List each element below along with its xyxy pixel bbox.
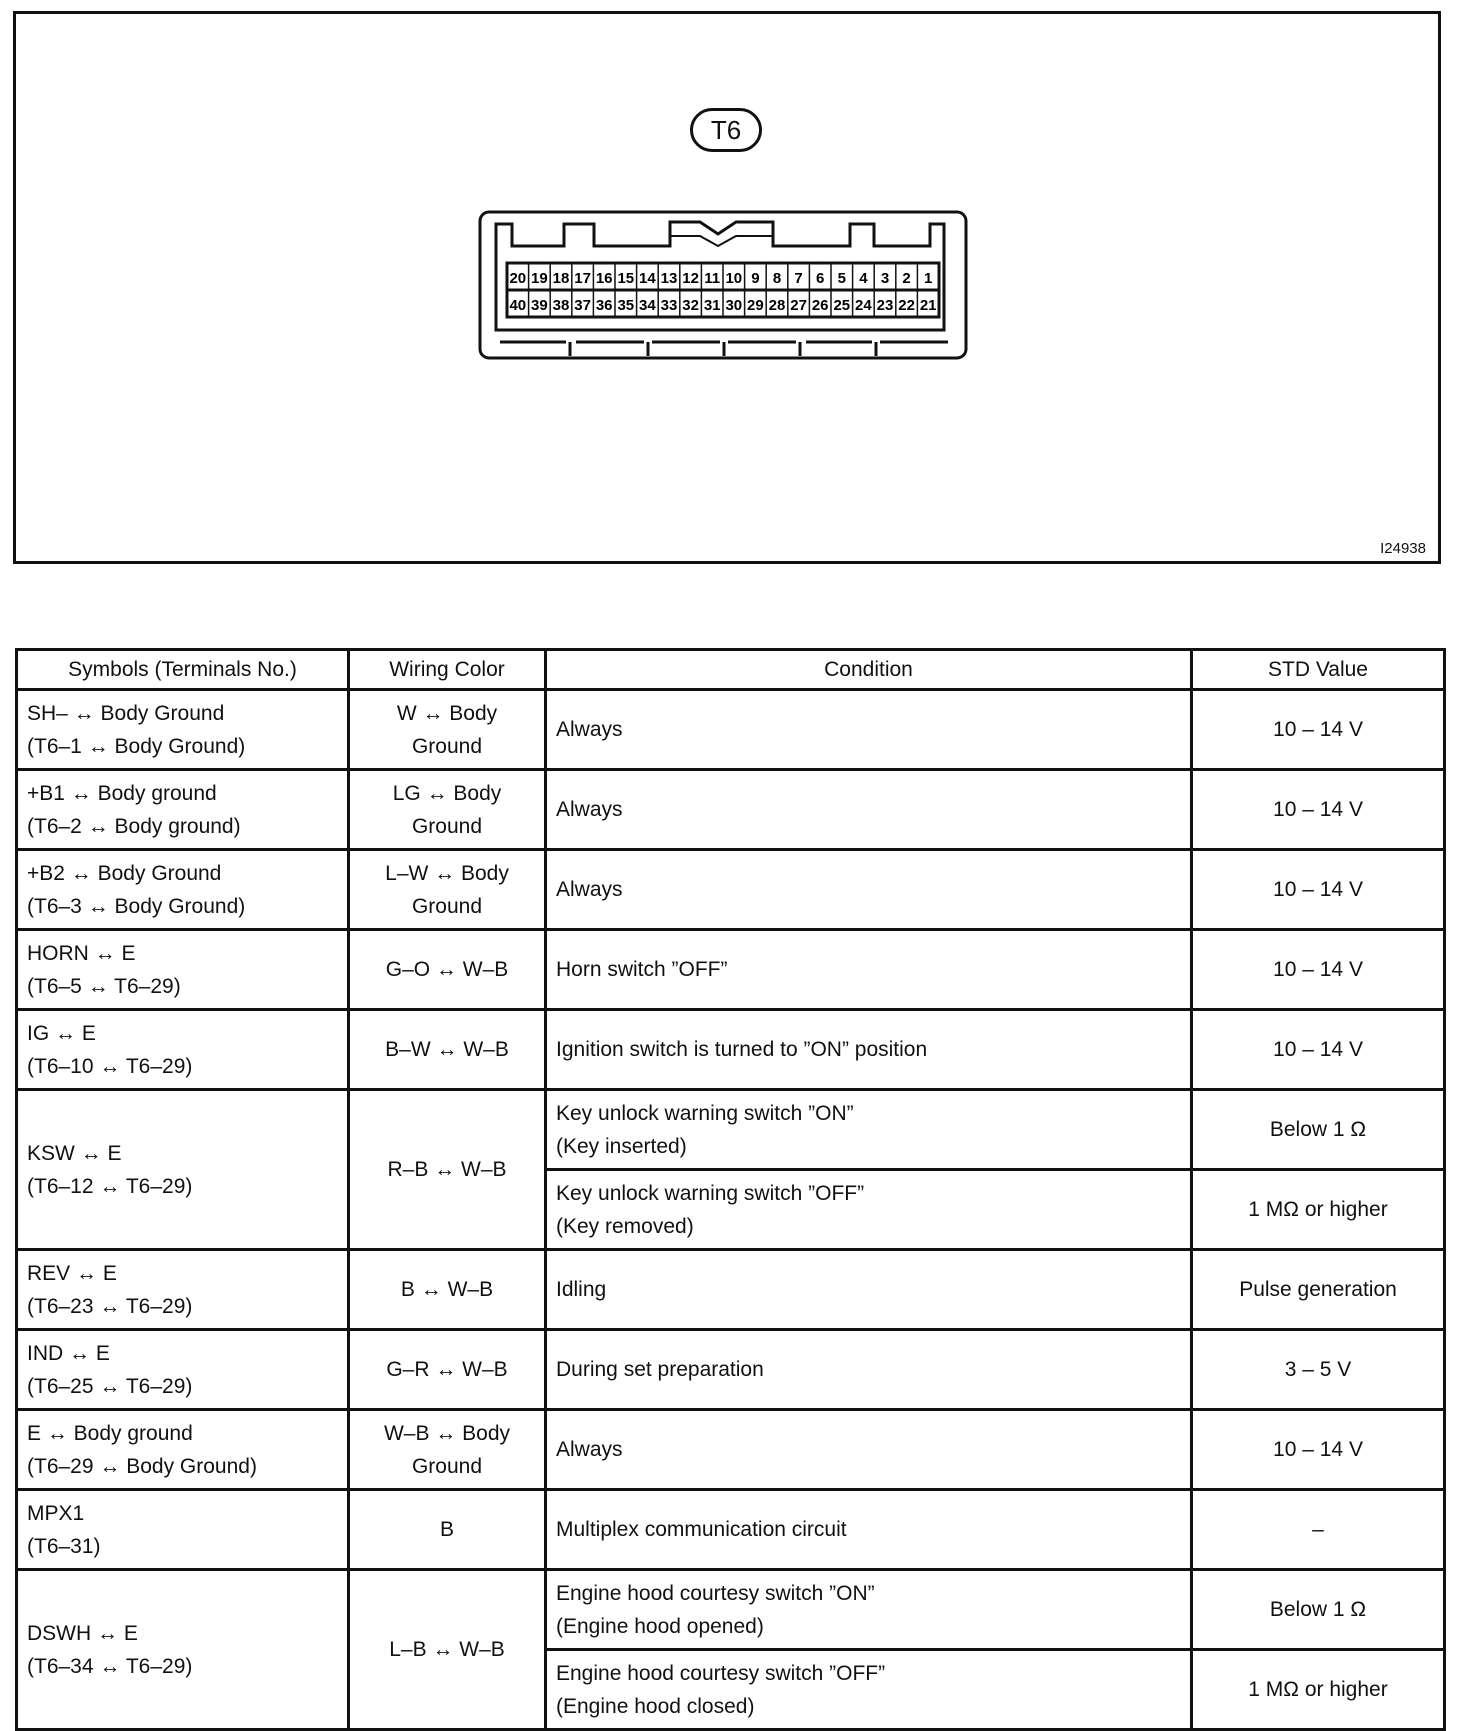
pin-number: 27: [790, 297, 807, 314]
cell-line: KSW ↔ E: [27, 1141, 122, 1165]
table-row: [17, 770, 1445, 850]
header-symbols: Symbols (Terminals No.): [17, 650, 349, 690]
table-row: [17, 1330, 1445, 1410]
symbol-cell: [17, 1010, 349, 1090]
pin-number: 22: [898, 297, 915, 314]
table-row: [17, 1490, 1445, 1570]
std-value-cell: –: [1192, 1490, 1445, 1570]
cell-line: (T6–2 ↔ Body ground): [27, 814, 241, 838]
cell-line: W–B ↔ Body: [383, 1421, 511, 1445]
symbol-cell: [17, 1090, 349, 1250]
table-row: [17, 690, 1445, 770]
cell-line: Ground: [411, 734, 483, 758]
cell-line: B: [439, 1518, 454, 1541]
condition-cell: [546, 770, 1192, 850]
cell-line: B–W ↔ W–B: [385, 1038, 509, 1061]
condition-cell: [546, 1490, 1192, 1570]
symbol-cell: [17, 1410, 349, 1490]
condition-cell: [546, 1650, 1192, 1730]
pin-number: 17: [574, 270, 591, 287]
cell-line: +B2 ↔ Body Ground: [27, 861, 222, 885]
wiring-color-cell: [349, 930, 546, 1010]
table-row: [17, 1570, 1445, 1650]
connector-drawing: [478, 208, 978, 368]
table-body: [17, 690, 1445, 1730]
cell-line: (T6–25 ↔ T6–29): [27, 1374, 193, 1398]
table-row: [17, 930, 1445, 1010]
table-row: [17, 1410, 1445, 1490]
wiring-color-cell: [349, 690, 546, 770]
pin-number: 23: [876, 297, 894, 314]
condition-cell: [546, 1410, 1192, 1490]
std-value-cell: 1 MΩ or higher: [1192, 1650, 1445, 1730]
cell-line: Key unlock warning switch ”ON”: [556, 1101, 854, 1125]
std-value-cell: 10 – 14 V: [1192, 770, 1445, 850]
header-std-value: STD Value: [1192, 650, 1445, 690]
symbol-cell: [17, 850, 349, 930]
pin-number: 5: [837, 270, 846, 287]
wiring-color-cell: [349, 1330, 546, 1410]
cell-line: Always: [556, 718, 623, 741]
cell-line: LG ↔ Body: [392, 781, 502, 805]
pin-number: 28: [768, 297, 786, 314]
pin-number: 39: [531, 297, 548, 314]
cell-line: (Engine hood opened): [556, 1614, 764, 1638]
pin-number: 24: [855, 297, 872, 314]
cell-line: (T6–12 ↔ T6–29): [27, 1174, 193, 1198]
cell-line: Always: [556, 1438, 623, 1461]
cell-line: (T6–3 ↔ Body Ground): [27, 894, 246, 918]
pin-number: 9: [751, 270, 760, 287]
std-value-cell: Below 1 Ω: [1192, 1570, 1445, 1650]
std-value-cell: 10 – 14 V: [1192, 690, 1445, 770]
wiring-color-cell: [349, 1250, 546, 1330]
pin-number: 30: [725, 297, 743, 314]
condition-cell: [546, 1170, 1192, 1250]
wiring-color-cell: [349, 1410, 546, 1490]
table-row: [17, 1250, 1445, 1330]
cell-line: IG ↔ E: [27, 1021, 96, 1045]
condition-cell: [546, 1010, 1192, 1090]
symbol-cell: [17, 1250, 349, 1330]
pin-number: 8: [772, 270, 782, 287]
cell-line: Always: [556, 878, 623, 901]
cell-line: Ground: [411, 1454, 483, 1478]
pin-number: 40: [509, 297, 527, 314]
pin-number: 26: [811, 297, 829, 314]
std-value-cell: Below 1 Ω: [1192, 1090, 1445, 1170]
condition-cell: [546, 1330, 1192, 1410]
condition-cell: [546, 1570, 1192, 1650]
cell-line: L–B ↔ W–B: [389, 1638, 505, 1661]
pin-number: 3: [880, 270, 890, 287]
cell-line: +B1 ↔ Body ground: [27, 781, 217, 805]
pin-number: 2: [902, 270, 911, 287]
cell-line: W ↔ Body: [396, 701, 498, 725]
cell-line: (Key removed): [556, 1214, 694, 1238]
cell-line: Engine hood courtesy switch ”ON”: [556, 1581, 875, 1605]
cell-line: (T6–1 ↔ Body Ground): [27, 734, 246, 758]
cell-line: Key unlock warning switch ”OFF”: [556, 1181, 865, 1205]
cell-line: G–R ↔ W–B: [386, 1358, 508, 1381]
pin-number: 20: [509, 270, 527, 287]
symbol-cell: [17, 770, 349, 850]
terminal-spec-table: [15, 648, 1446, 1731]
wiring-color-cell: [349, 1010, 546, 1090]
wiring-color-cell: [349, 850, 546, 930]
pin-number: 18: [552, 270, 570, 287]
cell-line: IND ↔ E: [27, 1341, 110, 1365]
std-value-cell: 10 – 14 V: [1192, 930, 1445, 1010]
pin-number: 11: [704, 270, 721, 287]
pin-number: 16: [595, 270, 613, 287]
pin-number: 32: [682, 297, 699, 314]
pin-number: 31: [703, 297, 721, 314]
cell-line: MPX1: [27, 1501, 85, 1525]
symbol-cell: [17, 1570, 349, 1730]
pin-number: 35: [617, 297, 635, 314]
pin-number: 6: [816, 270, 825, 287]
cell-line: (T6–10 ↔ T6–29): [27, 1054, 193, 1078]
condition-cell: [546, 930, 1192, 1010]
header-wiring-color: Wiring Color: [349, 650, 546, 690]
figure-id: I24938: [1380, 540, 1426, 557]
condition-cell: [546, 690, 1192, 770]
symbol-cell: [17, 1330, 349, 1410]
symbol-cell: [17, 930, 349, 1010]
cell-line: (Engine hood closed): [556, 1694, 755, 1718]
cell-line: (T6–31): [27, 1534, 101, 1558]
cell-line: Horn switch ”OFF”: [556, 958, 728, 981]
wiring-color-cell: [349, 1570, 546, 1730]
pin-number: 25: [833, 297, 851, 314]
std-value-cell: 10 – 14 V: [1192, 850, 1445, 930]
table-row: [17, 1010, 1445, 1090]
pin-number: 33: [660, 297, 678, 314]
table-header-row: [17, 650, 1445, 690]
cell-line: (T6–5 ↔ T6–29): [27, 974, 181, 998]
pin-number: 21: [919, 297, 937, 314]
symbol-cell: [17, 1490, 349, 1570]
pin-number: 38: [552, 297, 570, 314]
pin-number: 4: [859, 270, 868, 287]
pin-number: 36: [595, 297, 613, 314]
pin-number: 7: [794, 270, 803, 287]
pin-number: 13: [660, 270, 678, 287]
table-row: [17, 850, 1445, 930]
pin-number: 10: [725, 270, 743, 287]
cell-line: Idling: [556, 1278, 607, 1301]
cell-line: Ground: [411, 894, 483, 918]
condition-cell: [546, 850, 1192, 930]
std-value-cell: 10 – 14 V: [1192, 1010, 1445, 1090]
cell-line: Engine hood courtesy switch ”OFF”: [556, 1661, 886, 1685]
wiring-color-cell: [349, 1090, 546, 1250]
cell-line: G–O ↔ W–B: [385, 958, 509, 981]
cell-line: Multiplex communication circuit: [556, 1518, 847, 1541]
cell-line: R–B ↔ W–B: [387, 1158, 507, 1181]
symbol-cell: [17, 690, 349, 770]
pin-number: 19: [531, 270, 548, 287]
cell-line: B ↔ W–B: [400, 1278, 494, 1301]
cell-line: E ↔ Body ground: [27, 1421, 193, 1445]
table-row: [17, 1090, 1445, 1170]
cell-line: (T6–29 ↔ Body Ground): [27, 1454, 257, 1478]
std-value-cell: 10 – 14 V: [1192, 1410, 1445, 1490]
pin-number: 37: [574, 297, 591, 314]
pin-number: 29: [747, 297, 764, 314]
std-value-cell: 1 MΩ or higher: [1192, 1170, 1445, 1250]
cell-line: SH– ↔ Body Ground: [27, 701, 225, 725]
wiring-color-cell: [349, 1490, 546, 1570]
std-value-cell: 3 – 5 V: [1192, 1330, 1445, 1410]
cell-line: L–W ↔ Body: [385, 861, 509, 885]
condition-cell: [546, 1090, 1192, 1170]
pin-number: 34: [639, 297, 656, 314]
connector-label: T6: [690, 108, 762, 152]
cell-line: Ground: [411, 814, 483, 838]
pin-number: 15: [617, 270, 635, 287]
cell-line: During set preparation: [556, 1358, 764, 1381]
cell-line: REV ↔ E: [27, 1261, 117, 1285]
cell-line: Ignition switch is turned to ”ON” position: [556, 1038, 928, 1061]
pin-number: 1: [924, 270, 933, 287]
wiring-color-cell: [349, 770, 546, 850]
cell-line: (Key inserted): [556, 1134, 687, 1158]
pin-number: 12: [682, 270, 699, 287]
std-value-cell: Pulse generation: [1192, 1250, 1445, 1330]
cell-line: (T6–23 ↔ T6–29): [27, 1294, 193, 1318]
cell-line: (T6–34 ↔ T6–29): [27, 1654, 193, 1678]
header-condition: Condition: [546, 650, 1192, 690]
cell-line: DSWH ↔ E: [27, 1621, 138, 1645]
cell-line: Always: [556, 798, 623, 821]
pin-number: 14: [639, 270, 656, 287]
condition-cell: [546, 1250, 1192, 1330]
cell-line: HORN ↔ E: [27, 941, 136, 965]
